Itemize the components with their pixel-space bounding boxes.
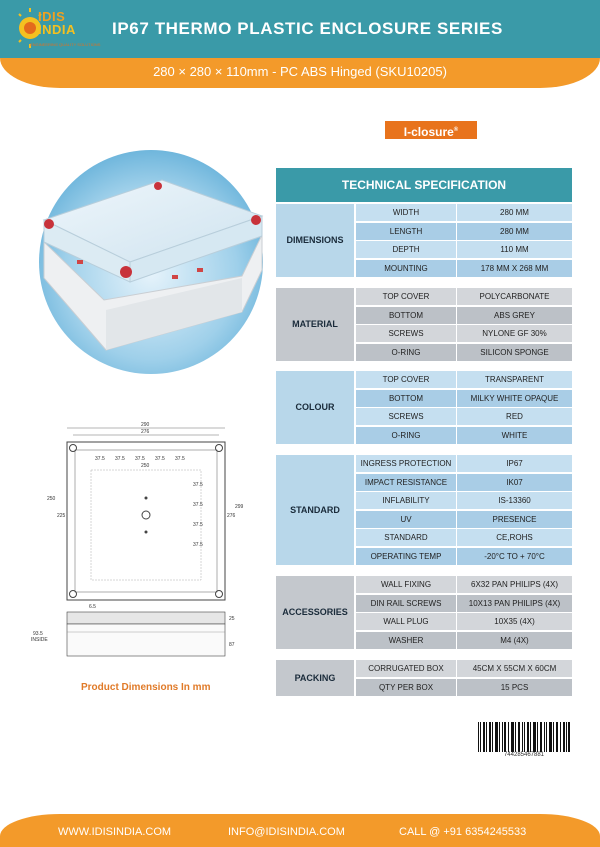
spec-group-label: DIMENSIONS	[276, 204, 354, 277]
dim-label: 37.5	[193, 482, 203, 488]
spec-row	[356, 204, 572, 221]
dim-label: 250	[141, 463, 150, 469]
spec-value: -20°C TO + 70°C	[457, 548, 572, 565]
spec-row	[356, 408, 572, 425]
spec-value: 280 MM	[457, 204, 572, 221]
page-title: IP67 THERMO PLASTIC ENCLOSURE SERIES	[112, 19, 503, 38]
dim-label: 276	[141, 429, 150, 435]
spec-value: RED	[457, 408, 572, 425]
spec-row	[356, 548, 572, 565]
dim-label: 276	[227, 513, 236, 519]
spec-value: MILKY WHITE OPAQUE	[457, 390, 572, 407]
dim-label: 37.5	[135, 456, 145, 462]
spec-group-label: ACCESSORIES	[276, 576, 354, 649]
spec-value: POLYCARBONATE	[457, 288, 572, 305]
logo-text	[38, 10, 76, 36]
spec-row	[356, 427, 572, 444]
spec-row	[356, 260, 572, 277]
spec-row	[356, 241, 572, 258]
spec-value: 280 MM	[457, 223, 572, 240]
spec-group-label: MATERIAL	[276, 288, 354, 361]
product-photo	[22, 150, 280, 375]
spec-row	[356, 660, 572, 677]
spec-group	[276, 371, 572, 445]
barcode	[478, 722, 570, 752]
spec-key: LENGTH	[356, 223, 456, 240]
dim-label: 250	[47, 496, 56, 502]
brand-name: I-closure	[403, 125, 454, 139]
spec-key: DIN RAIL SCREWS	[356, 595, 456, 612]
dim-label: 87	[229, 642, 235, 648]
dim-label: 25	[229, 616, 235, 622]
spec-key: WIDTH	[356, 204, 456, 221]
spec-value: IP67	[457, 455, 572, 472]
dim-label: 290	[141, 422, 150, 428]
logo-top-text: IDIS	[38, 9, 66, 24]
spec-row	[356, 511, 572, 528]
barcode-number: 744285467881	[503, 752, 545, 758]
spec-row	[356, 325, 572, 342]
dim-label: 6.5	[89, 604, 96, 610]
dim-label: 37.5	[193, 542, 203, 548]
dim-label: 37.5	[175, 456, 185, 462]
spec-key: WALL FIXING	[356, 576, 456, 593]
spec-value: NYLONE GF 30%	[457, 325, 572, 342]
spec-value: M4 (4X)	[457, 632, 572, 649]
spec-row	[356, 455, 572, 472]
spec-row	[356, 288, 572, 305]
spec-group-label: STANDARD	[276, 455, 354, 565]
dim-label: 37.5	[193, 522, 203, 528]
spec-key: MOUNTING	[356, 260, 456, 277]
dim-label: INSIDE	[31, 637, 48, 643]
spec-row	[356, 679, 572, 696]
spec-value: 10X13 PAN PHILIPS (4X)	[457, 595, 572, 612]
spec-key: O-RING	[356, 344, 456, 361]
spec-value: SILICON SPONGE	[457, 344, 572, 361]
spec-key: WASHER	[356, 632, 456, 649]
spec-value: 6X32 PAN PHILIPS (4X)	[457, 576, 572, 593]
dim-label: 37.5	[115, 456, 125, 462]
spec-value: CE,ROHS	[457, 529, 572, 546]
spec-row	[356, 371, 572, 388]
spec-group	[276, 204, 572, 278]
spec-key: STANDARD	[356, 529, 456, 546]
spec-key: OPERATING TEMP	[356, 548, 456, 565]
spec-key: TOP COVER	[356, 371, 456, 388]
spec-key: O-RING	[356, 427, 456, 444]
spec-row	[356, 344, 572, 361]
brand-badge: I-closure®	[385, 121, 477, 139]
spec-row	[356, 529, 572, 546]
dimension-drawing	[25, 420, 265, 670]
spec-group	[276, 576, 572, 650]
spec-value: IK07	[457, 474, 572, 491]
spec-key: INFLABILITY	[356, 492, 456, 509]
spec-key: BOTTOM	[356, 307, 456, 324]
spec-value: PRESENCE	[457, 511, 572, 528]
spec-value: 45CM X 55CM X 60CM	[457, 660, 572, 677]
spec-row	[356, 492, 572, 509]
spec-value: 110 MM	[457, 241, 572, 258]
footer-email-link[interactable]: INFO@IDISINDIA.COM	[228, 826, 345, 838]
footer-phone-link[interactable]: CALL @ +91 6354245533	[399, 826, 527, 838]
spec-group-label: PACKING	[276, 660, 354, 696]
spec-value: TRANSPARENT	[457, 371, 572, 388]
spec-key: DEPTH	[356, 241, 456, 258]
spec-key: TOP COVER	[356, 288, 456, 305]
spec-row	[356, 474, 572, 491]
spec-row	[356, 307, 572, 324]
spec-row	[356, 576, 572, 593]
spec-key: WALL PLUG	[356, 613, 456, 630]
dim-label: 225	[57, 513, 66, 519]
spec-key: QTY PER BOX	[356, 679, 456, 696]
spec-key: SCREWS	[356, 408, 456, 425]
spec-row	[356, 223, 572, 240]
dim-label: 299	[235, 504, 244, 510]
dim-label: 93.5	[33, 631, 43, 637]
spec-key: BOTTOM	[356, 390, 456, 407]
logo-bottom-text: INDIA	[38, 22, 76, 37]
spec-key: IMPACT RESISTANCE	[356, 474, 456, 491]
spec-key: INGRESS PROTECTION	[356, 455, 456, 472]
spec-group	[276, 288, 572, 362]
spec-row	[356, 632, 572, 649]
spec-value: WHITE	[457, 427, 572, 444]
footer-website-link[interactable]: WWW.IDISINDIA.COM	[58, 826, 172, 838]
dim-label: 37.5	[95, 456, 105, 462]
drawing-caption: Product Dimensions In mm	[81, 682, 211, 693]
spec-value: 178 MM X 268 MM	[457, 260, 572, 277]
spec-key: CORRUGATED BOX	[356, 660, 456, 677]
spec-value: IS-13360	[457, 492, 572, 509]
dim-label: 37.5	[193, 502, 203, 508]
spec-group	[276, 455, 572, 566]
spec-row	[356, 613, 572, 630]
spec-value: 15 PCS	[457, 679, 572, 696]
spec-value: 10X35 (4X)	[457, 613, 572, 630]
spec-row	[356, 595, 572, 612]
logo-tagline: ENGINEERING QUALITY SOLUTIONS	[30, 42, 101, 47]
product-subtitle: 280 × 280 × 110mm - PC ABS Hinged (SKU10205)	[153, 64, 447, 79]
dim-label: 37.5	[155, 456, 165, 462]
spec-group	[276, 660, 572, 697]
spec-key: UV	[356, 511, 456, 528]
spec-value: ABS GREY	[457, 307, 572, 324]
spec-group-label: COLOUR	[276, 371, 354, 444]
spec-table-heading: TECHNICAL SPECIFICATION	[276, 168, 572, 202]
spec-key: SCREWS	[356, 325, 456, 342]
spec-row	[356, 390, 572, 407]
